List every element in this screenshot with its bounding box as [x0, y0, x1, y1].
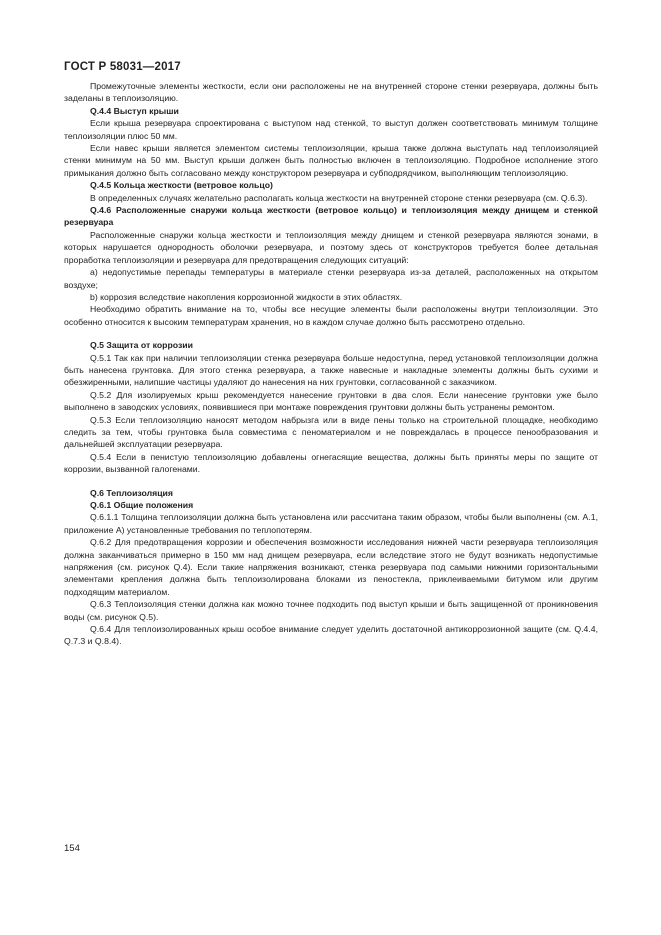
- paragraph: В определенных случаях желательно располагать кольца жесткости на внутренней стороне стенки резервуара (см. Q.6.3).: [90, 192, 588, 203]
- list-item: а) недопустимые перепады температуры в материале стенки резервуара из-за деталей, расположенных на открытом воздухе;: [64, 267, 598, 290]
- paragraph: Необходимо обратить внимание на то, чтобы все несущие элементы были расположены внутри теплоизоляции. Это особенно относится к высоким температурам хранения, но в каждом случае должно быть рассмотрено отдельно.: [64, 304, 598, 327]
- paragraph: Q.5.4 Если в пенистую теплоизоляцию добавлены огнегасящие вещества, должны быть приняты меры по защите от коррозии, вызванной галогенами.: [64, 451, 598, 475]
- document-body: [64, 80, 598, 648]
- list-item: b) коррозия вследствие накопления коррозионной жидкости в этих областях.: [90, 291, 403, 302]
- paragraph: Расположенные снаружи кольца жесткости и теплоизоляция между днищем и стенкой резервуара являются зонами, в которых нарушается однородность оболочки резервуара, и поэтому здесь от конструкторов требуется более детальная проработка теплоизоляции и резервуара для предотвращения следующих ситуаций:: [64, 229, 598, 265]
- paragraph: Q.6.1.1 Толщина теплоизоляции должна быть установлена или рассчитана таким образом, чтобы были выполнены (см. А.1, приложение А) установленные требования по теплопотерям.: [64, 512, 598, 535]
- paragraph: Если крыша резервуара спроектирована с выступом над стенкой, то выступ должен соответствовать минимум толщине теплоизоляции плюс 50 мм.: [64, 118, 598, 141]
- paragraph: Если навес крыши является элементом системы теплоизоляции, крыша также должна выступать над теплоизоляцией стенки минимум на 50 мм. Выступ крыши должен быть полностью включен в теплоизоляцию. Подробное исполнение этого примыкания должно быть согласовано между конструктором резервуара и субподрядчиком, выполняющим теплоизоляцию.: [64, 143, 598, 178]
- paragraph: Q.6.3 Теплоизоляция стенки должна как можно точнее подходить под выступ крыши и быть защищенной от проникновения воды (см. рисунок Q.5).: [64, 599, 598, 622]
- section-heading: Q.4.4 Выступ крыши: [90, 105, 179, 116]
- paragraph: Q.6.4 Для теплоизолированных крыш особое внимание следует уделить достаточной антикоррозионной защите (см. Q.4.4, Q.7.3 и Q.8.4).: [64, 624, 598, 647]
- page-number: 154: [64, 843, 80, 854]
- section-heading: Q.6 Теплоизоляция: [90, 487, 173, 498]
- paragraph: Q.5.2 Для изолируемых крыш рекомендуется нанесение грунтовки в два слоя. Если нанесение грунтовки уже было выполнено в заводских условиях, появившиеся при монтаже повреждения грунтовки должны быть устранены ремонтом.: [64, 389, 598, 413]
- section-heading: Q.4.6 Расположенные снаружи кольца жесткости (ветровое кольцо) и теплоизоляция между днищем и стенкой резервуара: [64, 205, 598, 228]
- section-heading: Q.6.1 Общие положения: [90, 500, 194, 510]
- document-header: ГОСТ Р 58031—2017: [64, 61, 181, 73]
- paragraph: Q.5.1 Так как при наличии теплоизоляции стенка резервуара больше недоступна, перед установкой теплоизоляции должна быть нанесена грунтовка. Для этого стенка резервуара, а также навесные и накладные элементы должны быть сухими и обезжиренными, налипшие частицы удаляют до нанесения на них грунтовки, согласованной с заказчиком.: [64, 352, 598, 388]
- paragraph: Q.5.3 Если теплоизоляцию наносят методом набрызга или в виде пены только на строительной площадке, необходимо следить за тем, чтобы грунтовка была совместима с пеноматериалом и не повреждалась в процессе пенообразования и дальнейшей эксплуатации резервуара.: [64, 414, 598, 450]
- paragraph: Q.6.2 Для предотвращения коррозии и обеспечения возможности исследования нижней части резервуара теплоизоляция должна заканчиваться примерно в 150 мм над днищем резервуара, если вследствие этого не будут возникать недопустимые напряжения (см. рисунок Q.4). Если такие напряжения возникают, стенка резервуара под самыми нижними горизонтальными элементами крепления должна быть теплоизолирована блоками из пеностекла, приклеиваемыми битумом или другим подходящим материалом.: [64, 537, 598, 597]
- section-heading: Q.5 Защита от коррозии: [90, 340, 193, 351]
- section-heading: Q.4.5 Кольца жесткости (ветровое кольцо): [90, 180, 273, 191]
- paragraph: Промежуточные элементы жесткости, если они расположены не на внутренней стороне стенки резервуара, должны быть заделаны в теплоизоляцию.: [64, 81, 598, 104]
